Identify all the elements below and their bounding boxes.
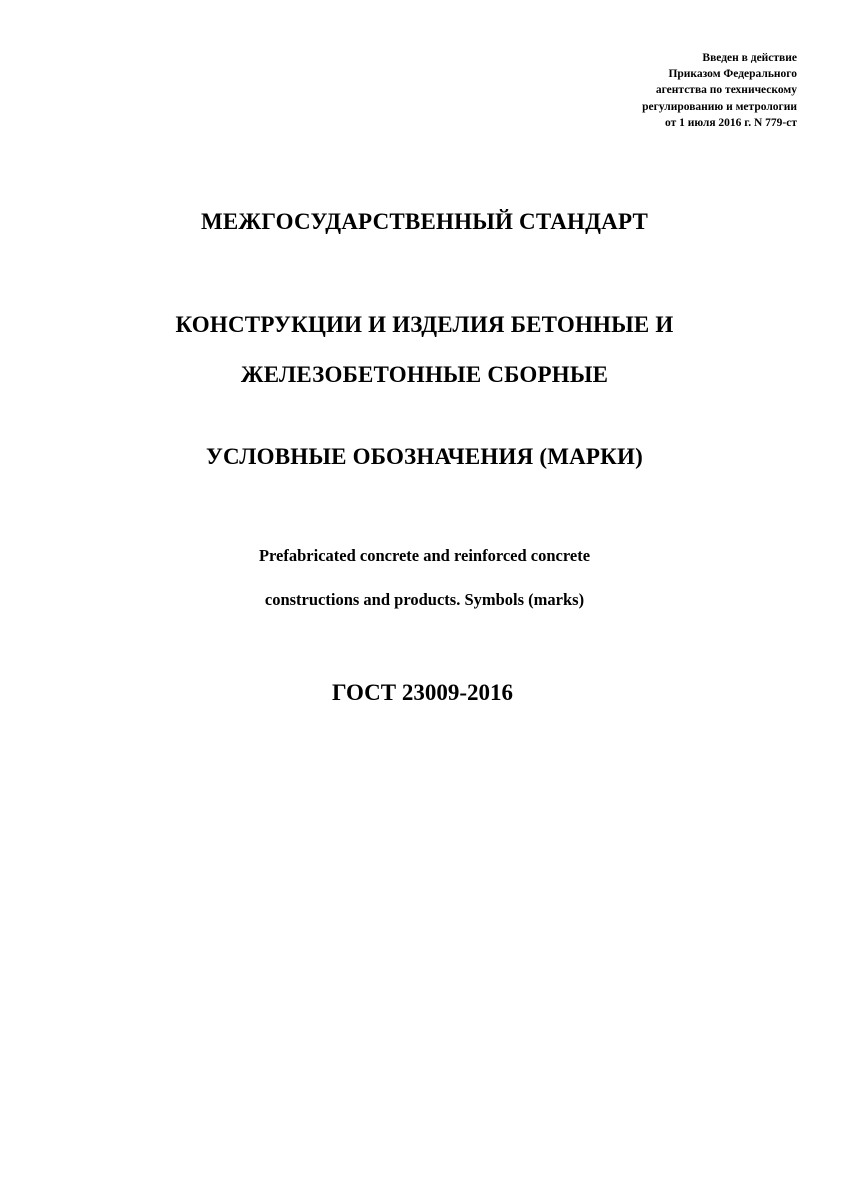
subtitle-russian: УСЛОВНЫЕ ОБОЗНАЧЕНИЯ (МАРКИ) <box>205 444 644 469</box>
enactment-line: агентства по техническому <box>655 84 797 97</box>
title-russian-line: КОНСТРУКЦИИ И ИЗДЕЛИЯ БЕТОННЫЕ И <box>175 312 674 337</box>
enactment-line: регулированию и метрологии <box>642 100 797 113</box>
enactment-note <box>477 50 797 131</box>
standard-type-heading: МЕЖГОСУДАРСТВЕННЫЙ СТАНДАРТ <box>200 209 649 234</box>
enactment-line: от 1 июля 2016 г. N 779-ст <box>665 116 797 129</box>
title-english <box>0 534 849 622</box>
enactment-line: Приказом Федерального <box>668 68 797 81</box>
enactment-line: Введен в действие <box>702 52 797 64</box>
title-russian <box>0 300 849 400</box>
title-english-line: Prefabricated concrete and reinforced concrete <box>258 546 591 565</box>
standard-designation: ГОСТ 23009-2016 <box>331 680 514 705</box>
title-english-line: constructions and products. Symbols (marks) <box>264 590 585 609</box>
title-russian-line: ЖЕЛЕЗОБЕТОННЫЕ СБОРНЫЕ <box>240 362 609 387</box>
